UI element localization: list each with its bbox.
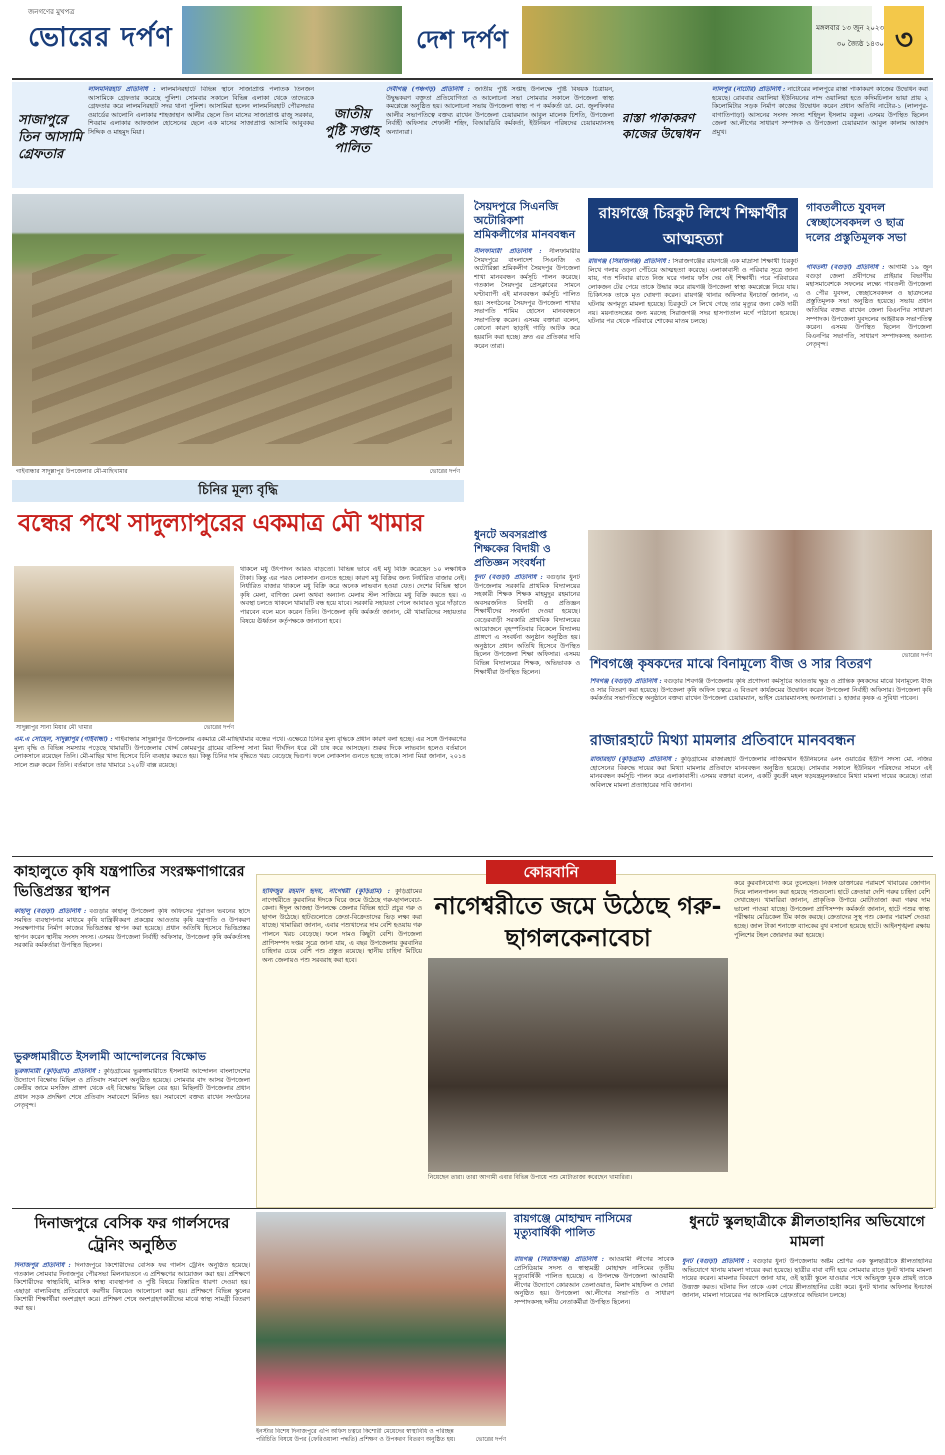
qurbani-tag xyxy=(486,860,616,884)
brief-2-text: জাতীয় পুষ্টি সপ্তাহ উপলক্ষে পুষ্টি বিষয়ক চিত্রায়ন, উদ্বুদ্ধকরণ বক্তৃতা প্রতিযোগিতা ও আলোচনা সভা সোমবার সকালে উপজেলা স্বাস্থ্য কমপ্লেক্সে অনুষ্ঠিত হয়। আলোচনা সভায় উপজেলা স্বাস্থ্য প প কর্মকর্তা ডা. মো. জুলফিকার আলীর সভাপতিত্বে বক্তব্য রাখেন উপজেলা চেয়ারম্যান আবুল মালেক চিশতি, উপজেলা নির্বাহী অফিসার শেফালী শহিদ, বিআরডিবি কর্মকর্তা, ইউনিয়ন পরিষদের চেয়ারম্যানসহ অন্যান্যরা। xyxy=(386,86,614,136)
raiganj-suicide-body xyxy=(588,258,798,522)
raiganj-obit-title: রায়গঞ্জে মোহাম্মদ নাসিমের মৃত্যুবার্ষিকী পালিত xyxy=(514,1212,632,1239)
beehive-body-left xyxy=(14,736,466,852)
lower-rule xyxy=(12,1208,933,1209)
masthead-banner-left xyxy=(182,6,402,74)
dinajpur-byline: দিনাজপুর প্রতিনিধি : xyxy=(14,1262,71,1269)
dr-col-body2 xyxy=(474,574,580,854)
rajarhat-body xyxy=(590,756,932,852)
date-gregorian: মঙ্গলবার ১৩ জুন ২০২৩ xyxy=(816,24,884,32)
dinajpur-photo-caption: ইনস্টার বিশেষ দিনাজপুরে এপি অফিস চত্বরে কিশোরী মেয়েদের স্বাস্থ্যবিধি ও পরিচ্ছন্ন পরিচিতি বিষয়ে উপর (ফেরিওয়ালা পদ্ধতি) প্রশিক্ষণ ও উপকরণ বিতরণ অনুষ্ঠিত হয়। xyxy=(256,1428,456,1443)
brief-1-title: সাজাপুরে তিন আসামি গ্রেফতার xyxy=(18,113,83,162)
qurbani-headline: নাগেশ্বরীতে জমে উঠেছে গরু-ছাগলকেনাবেচা xyxy=(434,891,722,952)
qurbani-byline: হাফিজুর রহমান হৃদয়, নাগেশ্বরী (কুড়িগ্রাম) : xyxy=(262,888,390,895)
kahalu-title2: ভুরুঙ্গামারীতে ইসলামী আন্দোলনের বিক্ষোভ xyxy=(14,1050,206,1063)
qurbani-body-left-text: কুড়িগ্রামের নাগেশ্বরীতে কুরবানির ঈদকে ঘিরে জমে উঠেছে গরু-ছাগলবেচা-কেনা। ঈদুল আজহা উপলক্ষে জেলার বিভিন্ন হাটে প্রচুর গরু ও ছাগল উঠেছে। হাটগুলোতে ক্রেতা-বিক্রেতাদের ভিড় লক্ষ্য করা যাচ্ছে। খামারিরা জানান, এবার পশুখাদ্যের দাম বেশি হওয়ায় গরু পালনে খরচ বেড়েছে। ফলে দামও কিছুটা বেশি। উপজেলা প্রাণিসম্পদ দপ্তর সূত্রে জানা যায়, এ বছর উপজেলায় কুরবানির চাহিদার চেয়ে বেশি পশু প্রস্তুত রয়েছে। স্থানীয় চাহিদা মিটিয়ে অন্য জেলায়ও পশু সরবরাহ করা হবে। xyxy=(262,888,422,964)
brief-2-body xyxy=(386,86,614,186)
shibganj-title: শিবগঞ্জে কৃষকদের মাঝে বিনামূল্যে বীজ ও সার বিতরণ xyxy=(590,657,872,672)
raiganj-suicide-text: সিরাজগঞ্জের রায়গঞ্জে এক মাদ্রাসা শিক্ষার্থী চিরকুট লিখে গলায় ওড়না পেঁচিয়ে আত্মহত্যা করেছে। এলাকাবাসী ও পরিবার সূত্রে জানা যায়, গত শনিবার রাতে নিজ ঘরে গলায় ফাঁস দেয় ওই শিক্ষার্থী। পরে পরিবারের লোকজন টের পেয়ে তাকে উদ্ধার করে রায়গঞ্জ উপজেলা স্বাস্থ্য কমপ্লেক্সে নিয়ে যায়। চিকিৎসক তাকে মৃত ঘোষণা করেন। রায়গঞ্জ থানার অফিসার ইনচার্জ জানান, এ ঘটনায় অপমৃত্যু মামলা হয়েছে। চিরকুটে সে লিখে গেছে তার মৃত্যুর জন্য কেউ দায়ী নয়। ময়নাতদন্তের জন্য মরদেহ সিরাজগঞ্জ সদর হাসপাতাল মর্গে পাঠানো হয়েছে। ঘটনার পর থেকে পরিবারে শোকের মাতম চলছে। xyxy=(588,258,798,326)
beehive-farmers-photo xyxy=(14,566,234,722)
beehive-inner-caption: সাদুল্লাপুর সানা মিয়ার মৌ খামার xyxy=(16,724,93,731)
dr-col-byline: নীলফামারী প্রতিনিধি : xyxy=(474,248,542,255)
masthead-rule xyxy=(12,78,933,80)
beehive-byline: এম.এ সোহেল, সাদুল্লাপুর (গাইবান্ধা) : xyxy=(14,736,113,743)
dinajpur-photo-credit: ভোরের দর্পণ xyxy=(475,1436,506,1443)
dr-col-text: নীলফামারীর সৈয়দপুরে বাংলাদেশ সিএনজি ও অটোরিক্সা শ্রমিকলীগ সৈয়দপুর উপজেলা শাখা মানববন্ধন কর্মসূচি পালন করেছে। গতকাল সৈয়দপুর প্রেসক্লাবের সামনে ঘণ্টাব্যাপী এই মানববন্ধন কর্মসূচি পালিত হয়। সংগঠনের সৈয়দপুর উপজেলা শাখার সভাপতি শামিম হোসেন মানববন্ধনে সভাপতিত্ব করেন। এসময় বক্তারা বলেন, কোনো কারণ ছাড়াই গাড়ি আটক করে হয়রানি করা হচ্ছে। দ্রুত এর প্রতিকার দাবি করেন তারা। xyxy=(474,248,580,350)
masthead-logo: ভোরের দর্পণ xyxy=(28,22,173,53)
kahalu-title: কাহালুতে কৃষি যন্ত্রপাতির সংরক্ষণাগারের ভিত্তিপ্রস্তর স্থাপন xyxy=(14,863,245,900)
date-block xyxy=(812,6,884,74)
section-title: দেশ দর্পণ xyxy=(416,25,508,54)
logo-block xyxy=(28,6,178,74)
top-briefs-band xyxy=(12,82,933,188)
hive-row xyxy=(32,254,452,444)
beehive-body-left-text: গাইবান্ধার সাদুল্লাপুর উপজেলায় একমাত্র মৌ-মাছিখামার বন্ধের পথে। এক্ষেত্রে চিনির মূল্য বৃদ্ধিকে প্রধান কারণ বলা হচ্ছে। এর সঙ্গে উপকরণের মূল্য বৃদ্ধি ও বিভিন্ন সমস্যায় পড়েছে খামারটি। উপজেলার খোর্দ্দ কোমরপুর গ্রামের বাসিন্দা সানা মিয়া দীর্ঘদিন ধরে মৌ চাষ করে আসছেন। শুরুর দিকে লাভবান হলেও বর্তমানে লোকসানে রয়েছেন তিনি। মৌ-মাছির খাদ্য হিসেবে চিনি ব্যবহার করতে হয়। কিন্তু চিনির দাম বৃদ্ধিতে খরচ বেড়েছে দ্বিগুণ। ফলে লোকসান গুনতে হচ্ছে তাকে। সানা মিয়া জানান, ২০১৪ সালে শুরু করেন তিনি। বর্তমানে তার খামারে ১২০টি বাক্স রয়েছে। xyxy=(14,736,466,769)
dr-col-title: সৈয়দপুরে সিএনজি অটোরিকশা শ্রমিকলীগের মানববন্ধন xyxy=(474,200,576,241)
brief-3-byline: লালপুর (নাটোর) প্রতিনিধি : xyxy=(712,86,786,93)
dhunat-text: বগুড়ার ধুনট উপজেলায় অষ্টম শ্রেণির এক স্কুলছাত্রীকে শ্লীলতাহানির অভিযোগে থানায় মামলা দায়ের করা হয়েছে। ছাত্রীর বাবা বাদী হয়ে সোমবার রাতে ধুনট থানায় মামলা দায়ের করেন। মামলার বিবরণে জানা যায়, ওই ছাত্রী স্কুলে যাওয়ার পথে অভিযুক্ত যুবক প্রায়ই তাকে উত্ত্যক্ত করত। ঘটনার দিন তাকে একা পেয়ে শ্লীলতাহানির চেষ্টা করে। ধুনট থানার অফিসার ইনচার্জ জানান, মামলা দায়েরের পর আসামিকে গ্রেফতারে অভিযান চলছে। xyxy=(682,1258,932,1300)
beehive-headline: বন্ধের পথে সাদুল্যাপুরের একমাত্র মৌ খামার xyxy=(18,508,424,537)
shibganj-body xyxy=(590,678,932,726)
date-bengali: ৩০ জ্যৈষ্ঠ ১৪৩০ xyxy=(836,40,884,48)
kahalu-byline: কাহালু (বগুড়া) প্রতিনিধি : xyxy=(14,908,87,915)
section-title-block xyxy=(402,6,522,74)
kahalu-body2 xyxy=(14,1068,250,1204)
kahalu-byline2: ভুরুঙ্গামারী (কুড়িগ্রাম) প্রতিনিধি : xyxy=(14,1068,101,1075)
kahalu-text2: কুড়িগ্রামের ভুরুঙ্গামারীতে ইসলামী আন্দোলন বাংলাদেশের উদ্যোগে বিক্ষোভ মিছিল ও প্রতিবাদ সমাবেশ অনুষ্ঠিত হয়েছে। সোমবার বাদ আসর উপজেলা কেন্দ্রীয় জামে মসজিদ প্রাঙ্গণ থেকে এই বিক্ষোভ মিছিল বের হয়। মিছিলটি উপজেলার প্রধান প্রধান সড়ক প্রদক্ষিণ শেষে প্রতিবাদ সমাবেশে মিলিত হয়। সমাবেশে বক্তব্য রাখেন সংগঠনের নেতৃবৃন্দ। xyxy=(14,1068,250,1110)
shibganj-byline: শিবগঞ্জ (বগুড়া) প্রতিনিধি : xyxy=(590,678,662,685)
raiganj-suicide-byline: রায়গঞ্জ (সিরাজগঞ্জ) প্রতিনিধি : xyxy=(588,258,671,265)
raiganj-suicide-box xyxy=(588,198,798,252)
qurbani-body-left xyxy=(262,888,422,1198)
shibganj-photo xyxy=(588,530,932,650)
brief-1-body xyxy=(88,86,314,186)
kahalu-body xyxy=(14,908,250,1044)
brief-2-byline: দেবীগঞ্জ (পঞ্চগড়) প্রতিনিধি : xyxy=(386,86,471,93)
dinajpur-title: দিনাজপুরে বেসিক ফর গার্লসদের ট্রেনিং অনুষ্ঠিত xyxy=(34,1214,230,1254)
rajarhat-text: কুড়িগ্রামের রাজারহাট উপজেলার নাজিমখান ইউনিয়নের ৬নং ওয়ার্ডের ইউপি সদস্য মো. নজির হোসেনের বিরুদ্ধে দায়ের করা মিথ্যা মামলার প্রতিবাদে মানববন্ধন অনুষ্ঠিত হয়েছে। সোমবার সকালে ইউনিয়ন পরিষদের সামনে এই মানববন্ধন কর্মসূচি পালন করে এলাকাবাসী। এসময় বক্তারা বলেন, একটি কুচক্রী মহল ষড়যন্ত্রমূলকভাবে মিথ্যা মামলা দায়ের করেছে। তারা অবিলম্বে মামলা প্রত্যাহারের দাবি জানান। xyxy=(590,756,932,789)
dinajpur-text: দিনাজপুরে কিশোরীদের বেসিক ফর গার্লস ট্রেনিং অনুষ্ঠিত হয়েছে। গতকাল সোমবার দিনাজপুর পৌরসভা মিলনায়তনে এ প্রশিক্ষণের আয়োজন করা হয়। প্রশিক্ষণে কিশোরীদের স্বাস্থ্যবিধি, মাসিক স্বাস্থ্য ব্যবস্থাপনা ও পুষ্টি বিষয়ে বিস্তারিত ধারণা দেওয়া হয়। এছাড়া বাল্যবিবাহ প্রতিরোধে করণীয় বিষয়েও আলোচনা করা হয়। প্রশিক্ষণে বিভিন্ন স্কুলের কিশোরী শিক্ষার্থীরা অংশগ্রহণ করে। প্রশিক্ষণ শেষে অংশগ্রহণকারীদের মাঝে স্বাস্থ্য সামগ্রী বিতরণ করা হয়। xyxy=(14,1262,250,1312)
raiganj-suicide-title: রায়গঞ্জে চিরকুট লিখে শিক্ষার্থীর আত্মহত্যা xyxy=(598,204,788,248)
brief-2-title: জাতীয় পুষ্টি সপ্তাহ পালিত xyxy=(324,107,380,156)
qurbani-body-right: করে কুরবানিযোগ্য করে তুলেছেন। নিজস্ব ডাক্তারের পরামর্শে খাবারের জোগান দিয়ে লালনপালন করা হয়েছে পশুগুলো। হাটে ক্রেতারা দেশি গরুর চাহিদা বেশি দেখাচ্ছেন। খামারিরা জানান, প্রাকৃতিক উপায়ে মোটাতাজা করা গরুর দাম ভালো পাওয়া যাচ্ছে। উপজেলা প্রাণিসম্পদ কর্মকর্তা জানান, হাটে পশুর স্বাস্থ্য পরীক্ষায় মেডিকেল টিম কাজ করছে। ক্রেতাদের সুস্থ পশু কেনার পরামর্শ দেওয়া হচ্ছে। জাল টাকা শনাক্তে ব্যাংকের বুথ বসানো হয়েছে হাটে। আইনশৃঙ্খলা রক্ষায় পুলিশের টহল জোরদার করা হয়েছে। xyxy=(734,880,930,939)
gabtali-title: গাবতলীতে যুবদল স্বেচ্ছাসেবকদল ও ছাত্র দলের প্রস্তুতিমূলক সভা xyxy=(806,201,907,244)
dr-col-title2: ধুনটে অবসরপ্রাপ্ত শিক্ষকের বিদায়ী ও প্রতিজ্ঞন সংবর্ধনা xyxy=(474,529,551,569)
brief-3-body xyxy=(712,86,928,186)
dhunat-body xyxy=(682,1258,932,1448)
dinajpur-photo xyxy=(256,1212,506,1426)
page-number xyxy=(884,6,924,74)
dr-col-body xyxy=(474,248,580,522)
shibganj-photo-credit: ভোরের দর্পণ xyxy=(901,652,932,659)
rajarhat-byline: রাজারহাট (কুড়িগ্রাম) প্রতিনিধি : xyxy=(590,756,678,763)
dr-col-text2: বগুড়ার ধুনট উপজেলায় সরকারি প্রাথমিক বিদ্যালয়ের সহকারী শিক্ষক শিক্ষক মাহমুদুর রহমানের অবসরজনিত বিদায়ী ও প্রতিজ্ঞন শিক্ষার্থীদের সংবর্ধনা দেওয়া হয়েছে। বেড়েরবাড়ী সরকারি প্রাথমিক বিদ্যালয়ের আয়োজনে বৃহস্পতিবার বিকেলে বিদ্যালয় প্রাঙ্গণে এ সংবর্ধনা অনুষ্ঠান অনুষ্ঠিত হয়। অনুষ্ঠানে প্রধান অতিথি হিসেবে উপস্থিত ছিলেন উপজেলা শিক্ষা অফিসার। এসময় বিভিন্ন বিদ্যালয়ের শিক্ষক, অভিভাবক ও শিক্ষার্থীরা উপস্থিত ছিলেন। xyxy=(474,574,580,676)
beehive-photo xyxy=(12,194,464,466)
brief-1-byline: লালমনিরহাট প্রতিনিধি : xyxy=(88,86,156,93)
dhunat-title: ধুনটে স্কুলছাত্রীকে শ্লীলতাহানির অভিযোগে মামলা xyxy=(689,1214,925,1250)
shibganj-text: বগুড়ার শিবগঞ্জ উপজেলায় কৃষি প্রণোদনা কর্মসূচির আওতায় ক্ষুদ্র ও প্রান্তিক কৃষকদের মাঝে বিনামূল্যে বীজ ও সার বিতরণ করা হয়েছে। উপজেলা কৃষি অফিস চত্বরে এ বিতরণ কার্যক্রমের উদ্বোধন করেন উপজেলা নির্বাহী অফিসার। উপজেলা কৃষি কর্মকর্তার সভাপতিত্বে অনুষ্ঠানে বক্তব্য রাখেন উপজেলা চেয়ারম্যান, ভাইস চেয়ারম্যানসহ অন্যান্যরা। ১ হাজার কৃষক এ সুবিধা পাবেন। xyxy=(590,678,932,703)
gabtali-body xyxy=(806,264,932,522)
beehive-body-right: থাকলে মধু উৎপাদন আরও বাড়তো। বিভিন্ন ভাবে এই মধু বিক্রি করেছেন ১০ লক্ষাধিক টাকা। কিন্তু এর পরও লোকসান গুনতে হচ্ছে। কারণ মধু বিক্রির জন্য নির্ধারিত বাজার নেই। নির্ধারিত বাজার থাকলে মধু বিক্রি করে অনেক লাভবান হওয়া যেত। দেশের বিভিন্ন স্থানে কৃষি মেলা, বাণিজ্য মেলা অথবা অন্যান্য মেলায় স্টল সাজিয়ে মধু বিক্রি করতে হয়। এ অবস্থা চলতে থাকলে খামারটি বন্ধ হয়ে যাবে। সরকারি সহায়তা পেলে আবারও ঘুরে দাঁড়াতে পারবেন বলে মনে করেন তিনি। উপজেলা কৃষি কর্মকর্তা জানান, মৌ খামারিদের সহায়তার বিষয়ে ঊর্ধ্বতন কর্তৃপক্ষকে জানানো হবে। xyxy=(240,566,466,625)
beehive-kicker: চিনির মূল্য বৃদ্ধি xyxy=(198,483,278,498)
brief-3-title: রাস্তা পাকাকরণ কাজের উদ্বোধন xyxy=(622,111,699,141)
masthead xyxy=(0,0,945,82)
raiganj-obit-byline: রায়গঞ্জ (সিরাজগঞ্জ) প্রতিনিধি : xyxy=(514,1256,604,1263)
beehive-photo-caption: গাইবান্ধার সাদুল্লাপুর উপজেলার মৌ-মাছিখামার xyxy=(16,468,128,475)
raiganj-obit-body xyxy=(514,1256,674,1448)
brief-3-text: নাটোরের লালপুরে রাস্তা পাকাকরণ কাজের উদ্বোধন করা হয়েছে। রোববার ওয়ালিয়া ইউনিয়নের নান্দ ওয়ালিয়া হতে কদিমচিলান ভায়া প্রায় ২ কিলোমিটার সড়ক নির্মাণ কাজের উদ্বোধন করেন প্রধান অতিথি নাটোর-১ (লালপুর-বাগাতিপাড়া) আসনের সংসদ সদস্য শহিদুল ইসলাম বকুল। এসময় উপস্থিত ছিলেন জেলা আ.লীগের সাধারণ সম্পাদক ও উপজেলা চেয়ারম্যান আবুল কালাম আজাদ প্রমুখ। xyxy=(712,86,928,136)
brief-1-text: লালমনিরহাটে বিভিন্ন স্থানে সাজাপ্রাপ্ত পলাতক তিনজন আসামিকে গ্রেফতার করেছে পুলিশ। সোমবার সকালে বিভিন্ন এলাকা থেকে তাদেরকে গ্রেফতার করে লালমনিরহাট সদর থানা পুলিশ। আসামিরা হলেন লালমনিরহাট পৌরসভার ওয়ার্ডের আলোনি এলাকার শাহজাহান আলীর ছেলে তিন মাসের সাজাপ্রাপ্ত রাজু সরকার, শিবরাম এলাকার আফজাল হোসেনের ছেলে এক মাসের সাজাপ্রাপ্ত আসামি আবুবকর সিদ্দিক ও মাহমুদ মিয়া। xyxy=(88,86,314,136)
dr-col-byline2: ধুনট (বগুড়া) প্রতিনিধি : xyxy=(474,574,543,581)
gabtali-byline: গাবতলী (বগুড়া) প্রতিনিধি : xyxy=(806,264,885,271)
masthead-tagline: জনগণের মুখপত্র xyxy=(28,8,75,16)
beehive-inner-credit: ভোরের দর্পণ xyxy=(203,724,234,731)
qurbani-photo-caption: নিয়েছেন তারা। তারা আগামী এবার বিভিন্ন উপায়ে পশু মোটাতাজা করেছেন খামারিরা। xyxy=(428,1174,633,1181)
beehive-photo-credit: ভোরের দর্পণ xyxy=(429,468,460,475)
qurbani-photo xyxy=(428,958,728,1172)
dhunat-byline: ধুনট (বগুড়া) প্রতিনিধি : xyxy=(682,1258,750,1265)
mid-rule xyxy=(12,856,933,857)
qurbani-tag-text: কোরবানি xyxy=(523,863,579,881)
page-number-text: ৩ xyxy=(894,23,914,56)
kahalu-text: বগুড়ার কাহালু উপজেলা কৃষি অফিসের পুরাতন ভবনের ছাদে সমন্বিত ব্যবস্থাপনার মাধ্যমে কৃষি যান্ত্রিকীকরণ প্রকল্পের আওতায় কৃষি যন্ত্রপাতি ও উপকরণ সংরক্ষণাগার নির্মাণ কাজের ভিত্তিপ্রস্তর স্থাপন করা হয়েছে। প্রধান অতিথি হিসেবে ভিত্তিপ্রস্তর স্থাপন করেন স্থানীয় সংসদ সদস্য। এসময় উপজেলা নির্বাহী অফিসার, উপজেলা কৃষি কর্মকর্তাসহ সরকারি কর্মকর্তারা উপস্থিত ছিলেন। xyxy=(14,908,250,950)
gabtali-text: আগামী ১৯ জুন বগুড়া জেলা প্রবীণদের প্রাইয়ার বিভাগীয় মহাসমাবেশকে সফলের লক্ষ্যে গাবতলী উপজেলা ও পৌর যুবদল, স্বেচ্ছাসেবকদল ও ছাত্রদলের প্রস্তুতিমূলক সভা অনুষ্ঠিত হয়েছে। সভায় প্রধান অতিথির বক্তব্য রাখেন জেলা বিএনপির সাধারণ সম্পাদক। উপজেলা যুবদলের আহ্বায়ক সভাপতিত্ব করেন। এসময় উপস্থিত ছিলেন উপজেলা বিএনপির সভাপতি, সাধারণ সম্পাদকসহ অন্যান্য নেতৃবৃন্দ। xyxy=(806,264,932,349)
dinajpur-body xyxy=(14,1262,250,1446)
raiganj-obit-text: আওয়ামী লীগের সাবেক প্রেসিডিয়াম সদস্য ও স্বাস্থ্যমন্ত্রী মোহাম্মদ নাসিমের তৃতীয় মৃত্যুবার্ষিকী পালিত হয়েছে। এ উপলক্ষে উপজেলা আওয়ামী লীগের উদ্যোগে কোরআন তেলাওয়াত, মিলাদ মাহফিল ও দোয়া অনুষ্ঠিত হয়। উপজেলা আ.লীগের সভাপতি ও সাধারণ সম্পাদকসহ দলীয় নেতাকর্মীরা উপস্থিত ছিলেন। xyxy=(514,1256,674,1306)
beehive-kicker-bar xyxy=(12,480,464,502)
rajarhat-title: রাজারহাটে মিথ্যা মামলার প্রতিবাদে মানববন্ধন xyxy=(590,732,856,749)
